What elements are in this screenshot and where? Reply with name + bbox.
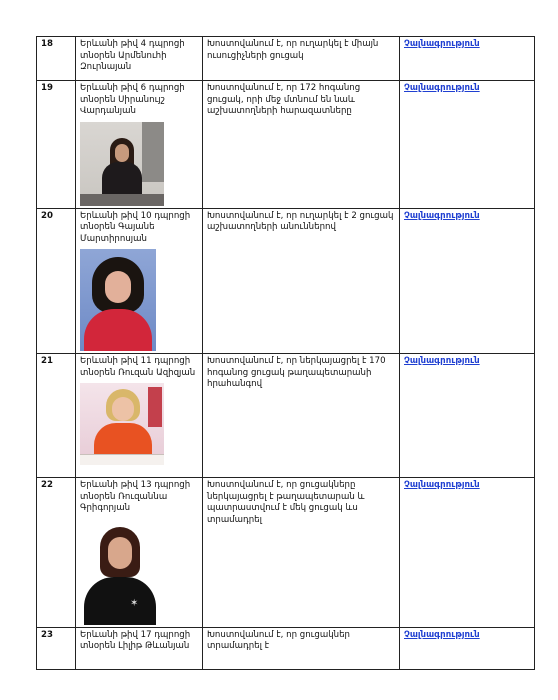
director-photo xyxy=(80,122,164,206)
row-number: 22 xyxy=(37,478,76,628)
director-name: Երևանի թիվ 10 դպրոցի տնօրեն Գայանե Մարտիրոսյան xyxy=(80,210,191,244)
recording-link[interactable]: Չալնագրություն xyxy=(404,210,480,221)
statement-text: Խոստովանում է, որ ներկայացրել է 170 հոգանոց ցուցակ թաղապետարանի հրահանգով xyxy=(203,354,400,478)
director-name: Երևանի թիվ 13 դպրոցի տնօրեն Ռուզաննա Գրիգորյան xyxy=(80,480,191,513)
recording-link[interactable]: Չալնագրություն xyxy=(404,39,480,49)
statement-text: Խոստովանում է, որ ցուցակները ներկայացրել է թաղապետարան և պատրաստվում է մեկ ցուցակ ևս տրամադրել xyxy=(203,478,400,628)
row-number: 23 xyxy=(37,627,76,669)
row-number: 18 xyxy=(37,37,76,81)
statement-text: Խոստովանում է, որ ուղարկել է 2 ցուցակ աշխատողների անուններով xyxy=(203,208,400,354)
table-row xyxy=(37,627,535,669)
recording-link[interactable]: Չալնագրություն xyxy=(404,83,480,93)
statement-text: Խոստովանում է, որ ցուցակներ տրամադրել է xyxy=(203,627,400,669)
row-number: 21 xyxy=(37,354,76,478)
table-row xyxy=(37,354,535,478)
director-photo xyxy=(80,383,164,465)
director-name: Երևանի թիվ 6 դպրոցի տնօրեն Սիրանույշ Վարդանյան xyxy=(80,83,185,116)
statement-text: Խոստովանում է, որ ուղարկել է միայն ուսուցիչների ցուցակ xyxy=(203,37,400,81)
row-number: 19 xyxy=(37,81,76,209)
recording-link[interactable]: Չալնագրություն xyxy=(404,629,480,640)
director-name: Երևանի թիվ 17 դպրոցի տնօրեն Լիլիթ Թևանյան xyxy=(76,627,203,669)
statement-text: Խոստովանում է, որ 172 հոգանոց ցուցակ, որի մեջ մտնում են նաև աշխատողների հարազատները xyxy=(203,81,400,209)
row-number: 20 xyxy=(37,208,76,354)
table-row xyxy=(37,81,535,209)
recording-link[interactable]: Չալնագրություն xyxy=(404,356,480,366)
table-row xyxy=(37,208,535,354)
director-name: Երևանի թիվ 4 դպրոցի տնօրեն Արմենուհի Զուրնայան xyxy=(76,37,203,81)
director-photo: ✶ xyxy=(80,519,160,625)
recording-link[interactable]: Չալնագրություն xyxy=(404,480,480,490)
directors-table xyxy=(36,36,535,670)
director-name: Երևանի թիվ 11 դպրոցի տնօրեն Ռուզան Ազիզյան xyxy=(80,356,196,378)
table-row xyxy=(37,37,535,81)
table-row xyxy=(37,478,535,628)
director-photo xyxy=(80,249,156,351)
